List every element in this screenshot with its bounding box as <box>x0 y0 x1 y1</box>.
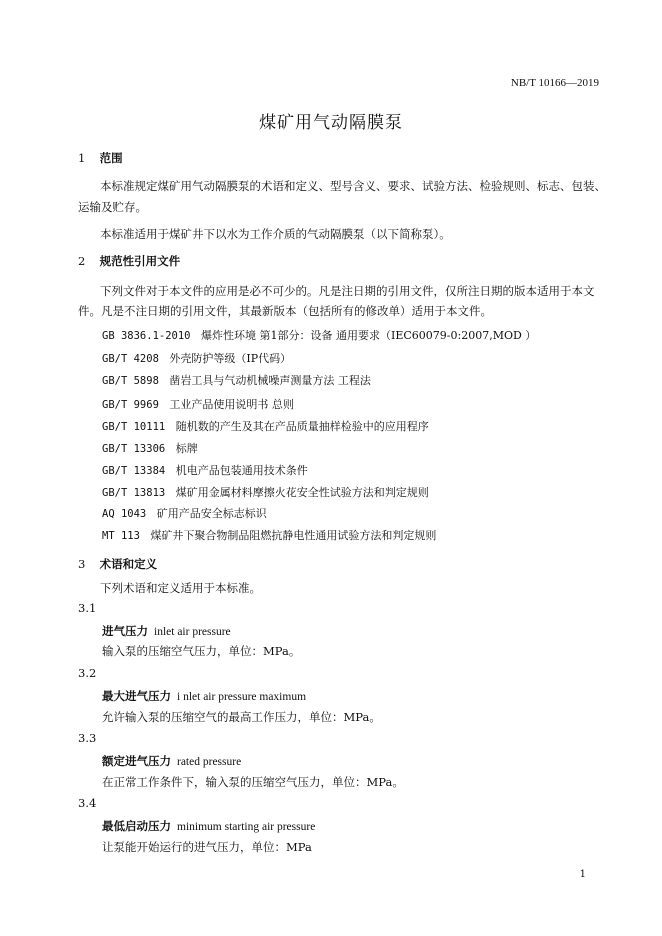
term-heading <box>102 623 231 639</box>
section-title: 术语和定义 <box>99 557 158 571</box>
term-number: 3.3 <box>78 731 97 745</box>
term-number: 3.2 <box>78 666 97 680</box>
section-title: 范围 <box>99 151 123 165</box>
reference-title: 工业产品使用说明书 总则 <box>169 398 294 411</box>
reference-item <box>102 440 198 456</box>
term-number: 3.4 <box>78 796 97 810</box>
reference-item <box>102 527 436 543</box>
reference-title: 标牌 <box>175 442 198 455</box>
term-definition: 在正常工作条件下，输入泵的压缩空气压力，单位：MPa。 <box>102 775 404 789</box>
reference-item <box>102 505 267 521</box>
term-heading <box>102 818 315 834</box>
reference-code: GB/T 9969 <box>102 399 159 411</box>
term-definition: 允许输入泵的压缩空气的最高工作压力，单位：MPa。 <box>102 710 381 724</box>
reference-title: 矿用产品安全标志标识 <box>156 507 267 520</box>
term-chinese: 额定进气压力 <box>102 754 171 768</box>
section-title: 规范性引用文件 <box>99 254 181 268</box>
term-heading <box>102 688 306 704</box>
paragraph-line: 本标准规定煤矿用气动隔膜泵的术语和定义、型号含义、要求、试验方法、检验规则、标志、包装、 <box>100 179 606 193</box>
term-definition: 输入泵的压缩空气压力，单位：MPa。 <box>102 644 301 658</box>
term-heading <box>102 753 241 769</box>
reference-item <box>102 372 371 388</box>
reference-title: 煤矿用金属材料摩擦火花安全性试验方法和判定规则 <box>175 486 429 499</box>
reference-code: GB/T 13813 <box>102 487 166 499</box>
reference-item <box>102 396 294 412</box>
document-title: 煤矿用气动隔膜泵 <box>259 113 403 133</box>
reference-code: GB/T 10111 <box>102 421 166 433</box>
term-chinese: 进气压力 <box>102 624 148 638</box>
reference-code: GB/T 13306 <box>102 443 166 455</box>
term-chinese: 最大进气压力 <box>102 689 171 703</box>
paragraph: 本标准适用于煤矿井下以水为工作介质的气动隔膜泵（以下简称泵）。 <box>100 227 451 241</box>
reference-title: 机电产品包装通用技术条件 <box>175 464 308 477</box>
section-number: 1 <box>78 151 86 165</box>
term-english: rated pressure <box>177 756 242 768</box>
standard-number: NB/T 10166—2019 <box>510 77 599 89</box>
term-chinese: 最低启动压力 <box>102 819 171 833</box>
reference-code: GB 3836.1-2010 <box>102 330 191 342</box>
term-definition: 让泵能开始运行的进气压力，单位：MPa <box>102 840 312 854</box>
reference-code: AQ 1043 <box>102 508 147 520</box>
section-3-heading <box>78 556 157 572</box>
paragraph-line: 件。凡是不注日期的引用文件，其最新版本（包括所有的修改单）适用于本文件。 <box>78 304 492 318</box>
section-2-heading <box>78 253 180 269</box>
reference-item <box>102 327 536 343</box>
page-number: 1 <box>579 869 586 880</box>
reference-item <box>102 484 429 500</box>
reference-title: 煤矿井下聚合物制品阻燃抗静电性通用试验方法和判定规则 <box>150 529 437 542</box>
reference-title: 外壳防护等级（IP代码） <box>169 352 292 365</box>
reference-item <box>102 462 308 478</box>
section-number: 2 <box>78 254 86 268</box>
term-number: 3.1 <box>78 601 97 615</box>
term-english: minimum starting air pressure <box>177 821 316 833</box>
term-english: inlet air pressure <box>154 626 231 638</box>
paragraph-line: 下列文件对于本文件的应用是必不可少的。凡是注日期的引用文件，仅所注日期的版本适用于本文 <box>100 284 595 298</box>
section-number: 3 <box>78 557 86 571</box>
reference-code: MT 113 <box>102 530 140 542</box>
paragraph-line: 运输及贮存。 <box>78 200 147 214</box>
paragraph: 下列术语和定义适用于本标准。 <box>100 581 261 595</box>
reference-title: 爆炸性环境 第1部分：设备 通用要求（IEC60079-0:2007,MOD ） <box>201 329 537 342</box>
reference-code: GB/T 4208 <box>102 353 159 365</box>
reference-item <box>102 418 429 434</box>
reference-title: 随机数的产生及其在产品质量抽样检验中的应用程序 <box>175 420 429 433</box>
reference-code: GB/T 13384 <box>102 465 166 477</box>
reference-item <box>102 350 291 366</box>
term-english: i nlet air pressure maximum <box>177 691 307 703</box>
reference-title: 凿岩工具与气动机械噪声测量方法 工程法 <box>169 374 371 387</box>
reference-code: GB/T 5898 <box>102 375 159 387</box>
section-1-heading <box>78 150 123 166</box>
